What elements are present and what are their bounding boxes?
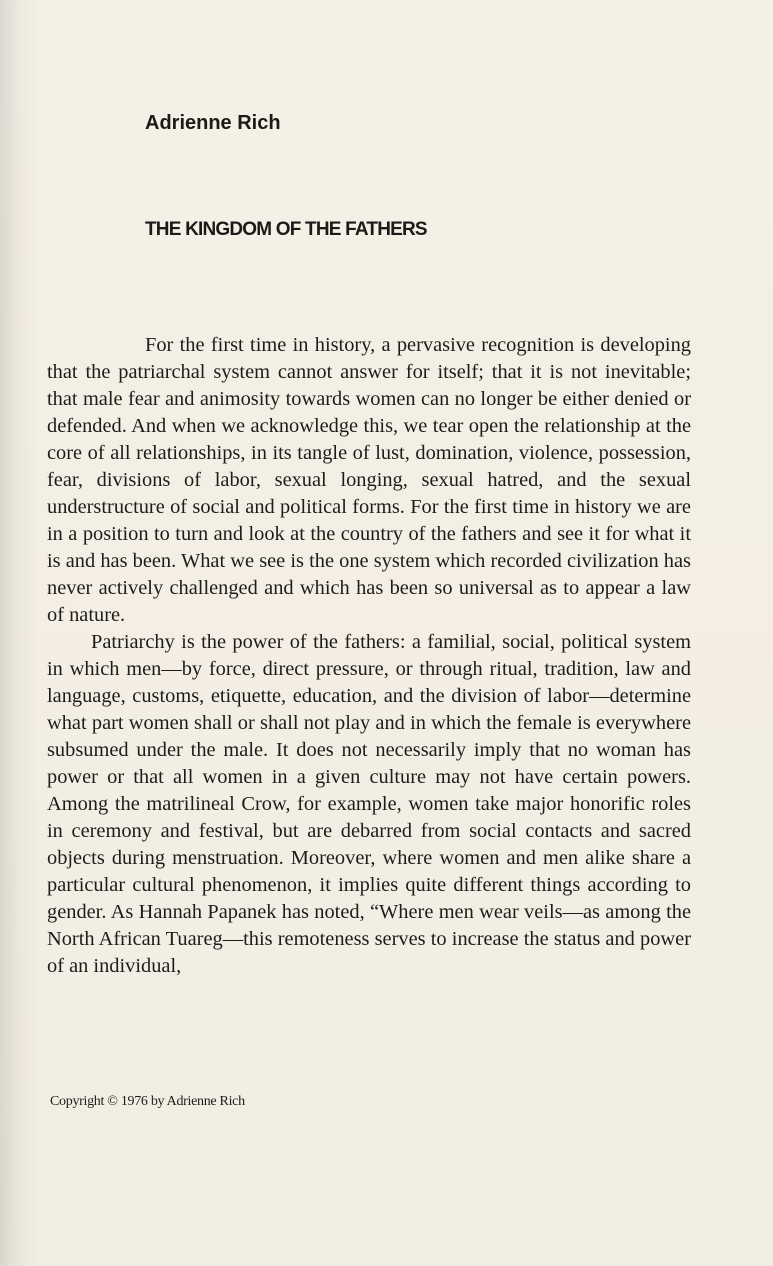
paragraph-2: Patriarchy is the power of the fathers: a familial, social, political system in which men—by force, direct pressure, or through ritual, tradition, law and language, customs, etiquette, education, and the division of labor—determine what part women shall or shall not play and in which the female is everywhere subsumed under the male. It does not necessarily imply that no woman has power or that all women in a given culture may not have certain powers. Among the matrilineal Crow, for example, women take major honorific roles in ceremony and festival, but are debarred from social contacts and sacred objects during menstruation. Moreover, where women and men alike share a particular cultural phenomenon, it implies quite different things according to gender. As Hannah Papanek has noted, “Where men wear veils—as among the North African Tuareg—this remoteness serves to increase the status and power of an individual, bbox=[47, 631, 691, 977]
copyright-notice: Copyright © 1976 by Adrienne Rich bbox=[50, 1094, 245, 1109]
author-name: Adrienne Rich bbox=[145, 112, 281, 134]
paragraph-1: For the first time in history, a pervasive recognition is developing that the patriarchal system cannot answer for itself; that it is not inevitable; that male fear and animosity towards women can no longer be either denied or defended. And when we acknowledge this, we tear open the relationship at the core of all relationships, in its tangle of lust, domination, violence, possession, fear, divisions of labor, sexual longing, sexual hatred, and the sexual understructure of social and political forms. For the first time in history we are in a position to turn and look at the country of the fathers and see it for what it is and has been. What we see is the one system which recorded civilization has never actively challenged and which has been so universal as to appear a law of nature. bbox=[47, 334, 691, 626]
chapter-title: THE KINGDOM OF THE FATHERS bbox=[145, 219, 427, 240]
body-text bbox=[47, 332, 691, 980]
